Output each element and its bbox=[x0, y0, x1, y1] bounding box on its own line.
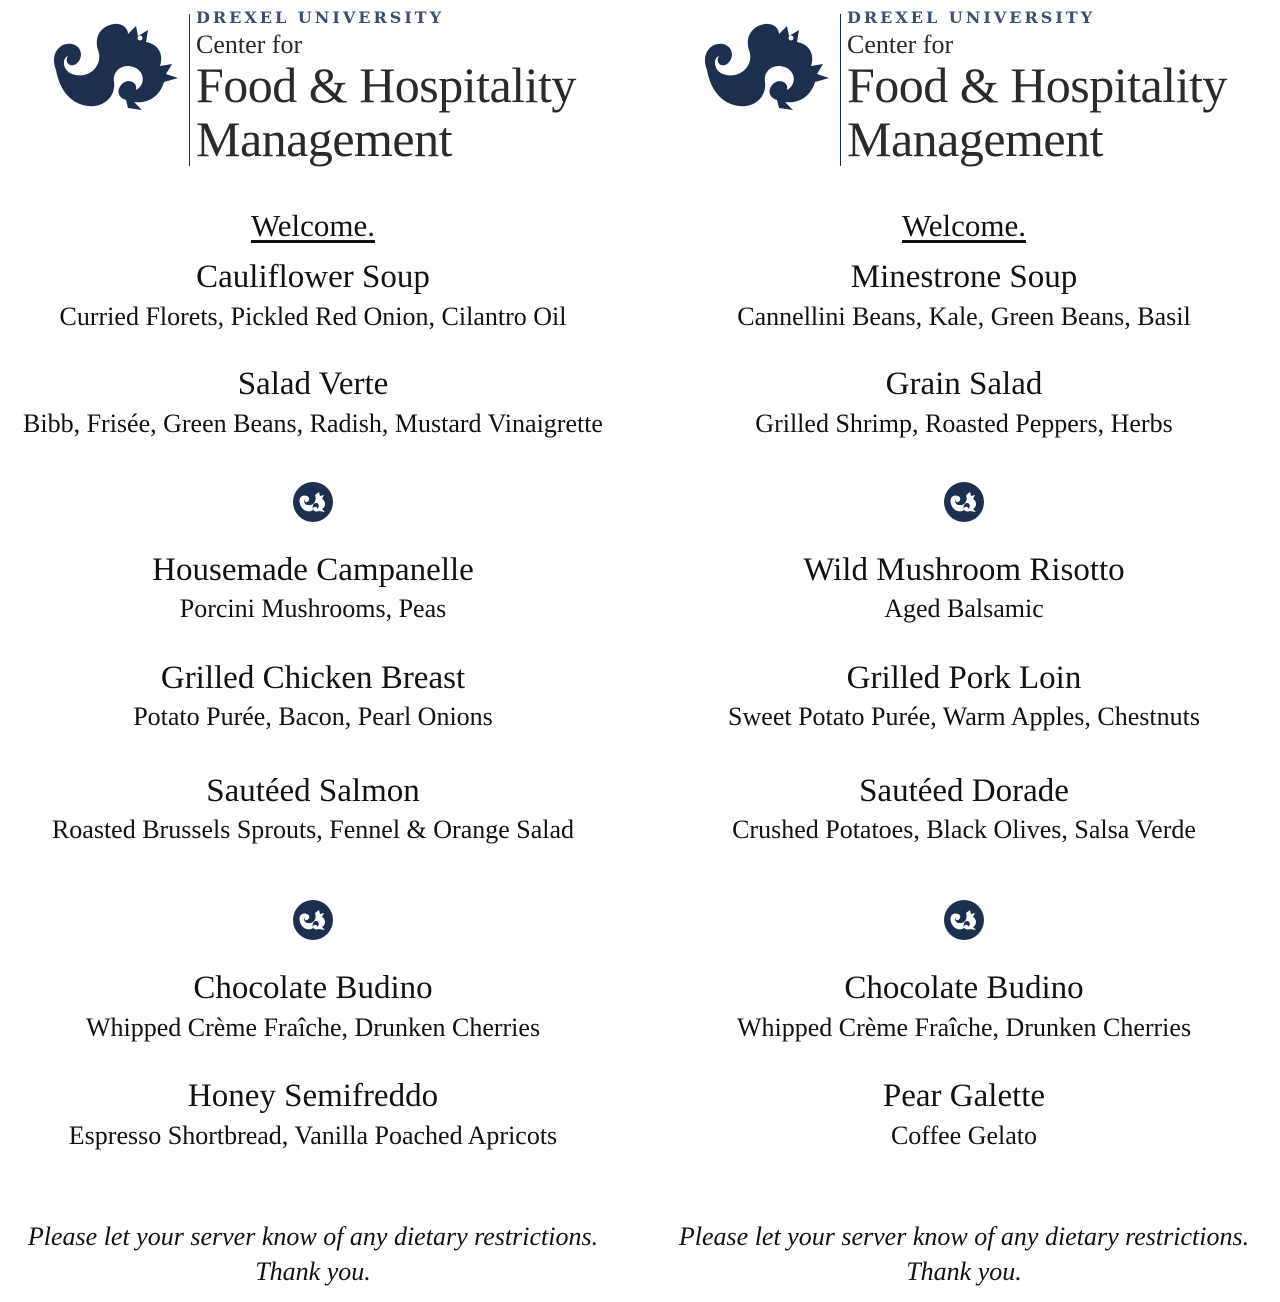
dish-name: Sautéed Dorade bbox=[859, 773, 1069, 809]
dish-name: Chocolate Budino bbox=[193, 970, 433, 1006]
dragon-logo-icon bbox=[48, 12, 186, 112]
dish-description: Aged Balsamic bbox=[884, 594, 1044, 623]
center-for-text: Center for bbox=[196, 30, 303, 59]
dish-description: Whipped Crème Fraîche, Drunken Cherries bbox=[85, 1013, 541, 1042]
university-name: DREXEL UNIVERSITY bbox=[847, 8, 1096, 27]
dish-description: Cannellini Beans, Kale, Green Beans, Basil bbox=[737, 302, 1191, 331]
dietary-note: Please let your server know of any dietary restrictions. bbox=[27, 1222, 599, 1251]
dish-name: Housemade Campanelle bbox=[152, 552, 474, 588]
brand-wordmark bbox=[196, 8, 576, 167]
dragon-divider-icon bbox=[944, 900, 984, 940]
dragon-divider-icon bbox=[293, 482, 333, 522]
dish-name: Grilled Pork Loin bbox=[846, 660, 1082, 696]
welcome-heading: Welcome. bbox=[250, 208, 376, 243]
dish-name: Grain Salad bbox=[885, 366, 1043, 402]
dragon-divider-icon bbox=[293, 900, 333, 940]
welcome-heading: Welcome. bbox=[901, 208, 1027, 243]
logo-divider bbox=[840, 14, 841, 166]
dragon-logo-icon bbox=[699, 12, 837, 112]
thank-you: Thank you. bbox=[906, 1257, 1022, 1286]
logo-divider bbox=[189, 14, 190, 166]
dish-name: Minestrone Soup bbox=[850, 259, 1078, 295]
brand-line-2: Management bbox=[196, 111, 453, 167]
logo bbox=[699, 8, 1259, 168]
dish-name: Sautéed Salmon bbox=[206, 773, 420, 809]
dragon-divider-icon bbox=[944, 482, 984, 522]
dish-description: Crushed Potatoes, Black Olives, Salsa Verde bbox=[732, 815, 1196, 844]
dish-description: Grilled Shrimp, Roasted Peppers, Herbs bbox=[755, 409, 1173, 438]
brand-line-1: Food & Hospitality bbox=[847, 57, 1227, 113]
dish-name: Wild Mushroom Risotto bbox=[803, 552, 1125, 588]
dish-description: Curried Florets, Pickled Red Onion, Cilantro Oil bbox=[59, 302, 567, 331]
dish-name: Cauliflower Soup bbox=[196, 259, 430, 295]
dish-name: Pear Galette bbox=[882, 1078, 1046, 1114]
dish-name: Honey Semifreddo bbox=[187, 1078, 439, 1114]
dish-description: Whipped Crème Fraîche, Drunken Cherries bbox=[736, 1013, 1192, 1042]
dish-description: Roasted Brussels Sprouts, Fennel & Orange Salad bbox=[51, 815, 575, 844]
dish-description: Porcini Mushrooms, Peas bbox=[179, 594, 447, 623]
university-name: DREXEL UNIVERSITY bbox=[196, 8, 445, 27]
brand-line-1: Food & Hospitality bbox=[196, 57, 576, 113]
dish-description: Bibb, Frisée, Green Beans, Radish, Mustard Vinaigrette bbox=[23, 409, 603, 438]
dish-name: Grilled Chicken Breast bbox=[160, 660, 466, 696]
dish-description: Espresso Shortbread, Vanilla Poached Apricots bbox=[68, 1121, 558, 1150]
dish-description: Potato Purée, Bacon, Pearl Onions bbox=[133, 702, 493, 731]
brand-line-2: Management bbox=[847, 111, 1104, 167]
dish-description: Coffee Gelato bbox=[890, 1121, 1038, 1150]
dish-name: Salad Verte bbox=[237, 366, 389, 402]
dish-description: Sweet Potato Purée, Warm Apples, Chestnuts bbox=[728, 702, 1200, 731]
logo bbox=[48, 8, 608, 168]
center-for-text: Center for bbox=[847, 30, 954, 59]
thank-you: Thank you. bbox=[255, 1257, 371, 1286]
dietary-note: Please let your server know of any dietary restrictions. bbox=[678, 1222, 1250, 1251]
menu-card-right bbox=[651, 0, 1277, 1302]
brand-wordmark bbox=[847, 8, 1227, 167]
dish-name: Chocolate Budino bbox=[844, 970, 1084, 1006]
menu-card-left bbox=[0, 0, 626, 1302]
